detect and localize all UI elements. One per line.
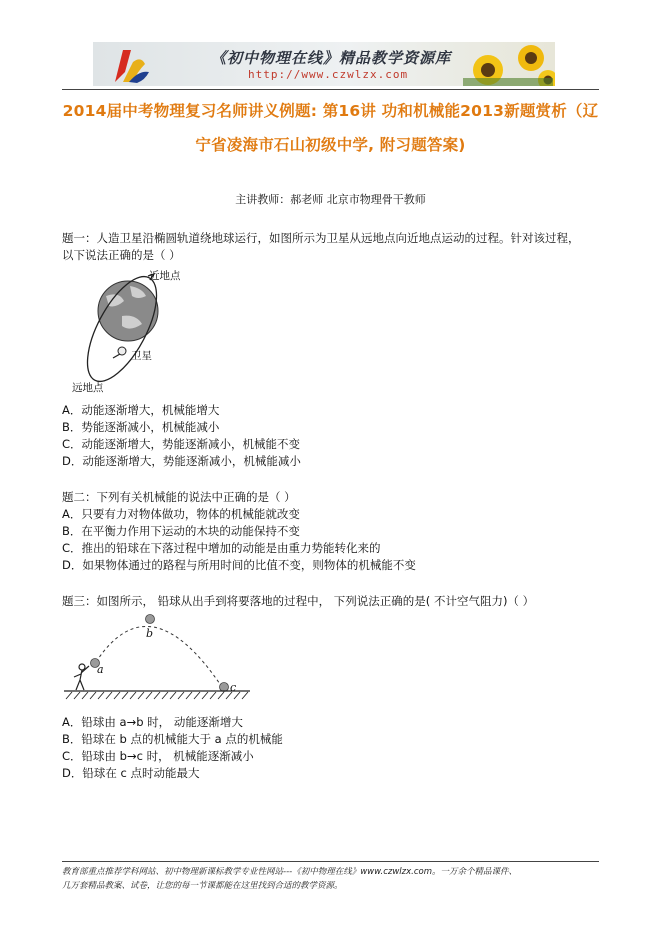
q2-option-c: C．推出的铅球在下落过程中增加的动能是由重力势能转化来的 [62, 541, 381, 555]
thrower-figure-icon [74, 664, 89, 690]
ball-at-c-icon [220, 683, 229, 692]
q3-option-a: A．铅球由 a→b 时， 动能逐渐增大 [62, 715, 243, 729]
header-banner [93, 42, 555, 86]
apogee-label: 远地点 [72, 382, 104, 394]
q1-option-b: B．势能逐渐减小，机械能减小 [62, 420, 220, 434]
footer-line-2: 几万套精品教案、试卷，让您的每一节课都能在这里找到合适的教学资源。 [62, 881, 343, 891]
shot-put-figure [62, 610, 252, 705]
perigee-label: 近地点 [149, 270, 181, 282]
q1-option-c: C．动能逐渐增大，势能逐渐减小，机械能不变 [62, 437, 301, 451]
q2-option-b: B．在平衡力作用下运动的木块的动能保持不变 [62, 524, 300, 538]
point-a-label: a [97, 663, 104, 676]
q3-option-d: D．铅球在 c 点时动能最大 [62, 766, 200, 780]
q1-option-d: D．动能逐渐增大，势能逐渐减小，机械能减小 [62, 454, 301, 468]
ball-at-b-icon [146, 615, 155, 624]
point-b-label: b [146, 627, 154, 640]
q3-stem: 题三：如图所示， 铅球从出手到将要落地的过程中， 下列说法正确的是( 不计空气阻力)（ ） [62, 594, 535, 608]
header-divider [62, 89, 599, 90]
q3-option-b: B．铅球在 b 点的机械能大于 a 点的机械能 [62, 732, 283, 746]
q2-option-d: D．如果物体通过的路程与所用时间的比值不变，则物体的机械能不变 [62, 558, 416, 572]
satellite-label: 卫星 [131, 350, 152, 362]
banner-url: http://www.czwlzx.com [248, 68, 409, 81]
q2-option-a: A．只要有力对物体做功，物体的机械能就改变 [62, 507, 300, 521]
site-logo-icon [115, 50, 149, 83]
teacher-line: 主讲教师：郝老师 北京市物理骨干教师 [235, 193, 426, 206]
q2-stem: 题二：下列有关机械能的说法中正确的是（ ） [62, 490, 296, 504]
footer-line-1: 教育部重点推荐学科网站、初中物理新课标教学专业性网站---《初中物理在线》www.czwlzx.com。一万余个精品课件、 [62, 867, 518, 877]
q1-option-a: A．动能逐渐增大，机械能增大 [62, 403, 220, 417]
footer-divider [62, 861, 599, 862]
sunflower-decoration-icon [463, 45, 555, 86]
q1-stem-line-2: 以下说法正确的是（ ） [62, 248, 181, 262]
trajectory-path [96, 626, 222, 687]
document-title-line-2: 宁省凌海市石山初级中学, 附习题答案) [195, 136, 466, 154]
q3-option-c: C．铅球由 b→c 时， 机械能逐渐减小 [62, 749, 254, 763]
satellite-orbit-figure [64, 266, 204, 396]
ground-hatching [66, 692, 248, 699]
document-title-line-1: 2014届中考物理复习名师讲义例题: 第16讲 功和机械能2013新题赏析（辽 [62, 102, 599, 120]
banner-title: 《初中物理在线》精品教学资源库 [211, 49, 452, 67]
satellite-icon [113, 347, 126, 358]
q1-stem-line-1: 题一：人造卫星沿椭圆轨道绕地球运行，如图所示为卫星从远地点向近地点运动的过程。针对该过程， [62, 231, 580, 245]
point-c-label: c [230, 681, 237, 694]
